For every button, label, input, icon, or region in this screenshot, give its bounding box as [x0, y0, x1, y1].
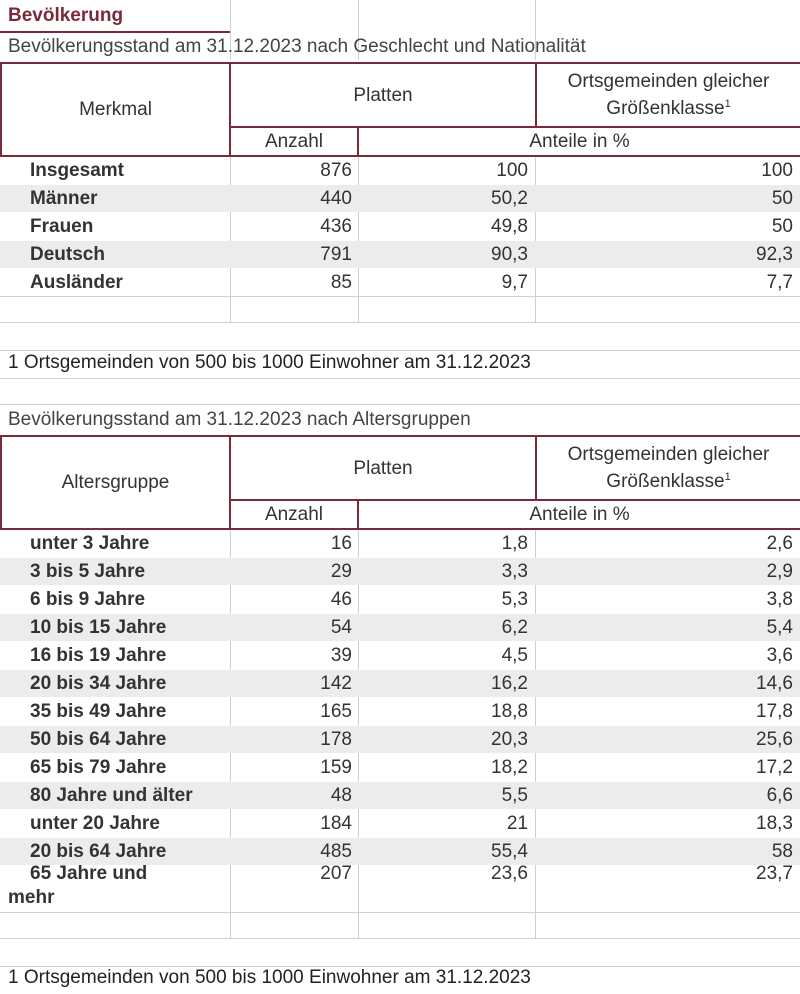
- row-anzahl: 178: [320, 728, 352, 750]
- row-gruppe: 18,3: [756, 812, 793, 834]
- row-anzahl: 440: [320, 187, 352, 209]
- table-row: [0, 782, 800, 809]
- table-row: [0, 726, 800, 753]
- row-gruppe: 3,6: [766, 644, 793, 666]
- table2-head-label: Altersgruppe: [61, 472, 170, 493]
- row-gruppe: 92,3: [756, 243, 793, 265]
- table2-caption: Bevölkerungsstand am 31.12.2023 nach Altersgruppen: [8, 409, 471, 430]
- row-gruppe: 100: [761, 159, 793, 181]
- row-gruppe: 50: [771, 215, 793, 237]
- row-label: 80 Jahre und älter: [30, 784, 193, 806]
- table1-head-group-line2: Größenklasse$^1$: [606, 98, 731, 119]
- row-label: Ausländer: [30, 271, 123, 293]
- row-label: 35 bis 49 Jahre: [30, 700, 167, 722]
- table1-head-label: Merkmal: [79, 99, 152, 120]
- row-label: unter 3 Jahre: [30, 532, 150, 554]
- page-title: Bevölkerung: [8, 5, 124, 26]
- row-anteil: 9,7: [501, 271, 528, 293]
- table-row: [0, 185, 800, 212]
- row-gruppe: 23,7: [756, 863, 793, 884]
- row-gruppe: 50: [771, 187, 793, 209]
- table1-head-anzahl: Anzahl: [264, 131, 324, 152]
- table2-head-group-line1: Ortsgemeinden gleicher: [567, 444, 770, 465]
- footnote-mark: 1: [724, 98, 731, 110]
- row-gruppe: 58: [771, 840, 793, 862]
- table-row: [0, 269, 800, 296]
- row-gruppe: 25,6: [756, 728, 793, 750]
- row-anteil: 5,5: [501, 784, 528, 806]
- table-row: [0, 213, 800, 240]
- row-anzahl: 159: [320, 756, 352, 778]
- row-anzahl: 207: [320, 863, 352, 884]
- table1-caption: Bevölkerungsstand am 31.12.2023 nach Geschlecht und Nationalität: [8, 36, 586, 57]
- row-anteil: 3,3: [501, 560, 528, 582]
- table2-head-platten: Platten: [353, 457, 413, 479]
- row-gruppe: 6,6: [766, 784, 793, 806]
- table-row: [0, 614, 800, 641]
- row-gruppe: 3,8: [766, 588, 793, 610]
- table2-footnote: 1 Ortsgemeinden von 500 bis 1000 Einwohner am 31.12.2023: [8, 967, 531, 988]
- table2-head-group-line2: Größenklasse$^1$: [606, 471, 731, 492]
- row-gruppe: 17,2: [756, 756, 793, 778]
- row-anteil: 23,6: [491, 863, 528, 884]
- row-gruppe: 17,8: [756, 700, 793, 722]
- table-row: [0, 642, 800, 669]
- row-label: Männer: [30, 187, 98, 209]
- row-anteil: 90,3: [491, 243, 528, 265]
- table-row: [0, 157, 800, 184]
- table1-footnote: 1 Ortsgemeinden von 500 bis 1000 Einwohner am 31.12.2023: [8, 352, 531, 373]
- row-anteil: 21: [506, 812, 528, 834]
- row-anzahl: 16: [330, 532, 352, 554]
- row-anzahl: 876: [320, 159, 352, 181]
- row-anteil: 4,5: [501, 644, 528, 666]
- row-label: 10 bis 15 Jahre: [30, 616, 167, 638]
- row-label: 65 bis 79 Jahre: [30, 756, 167, 778]
- row-gruppe: 2,9: [766, 560, 793, 582]
- row-label: unter 20 Jahre: [30, 812, 160, 834]
- row-gruppe: 7,7: [766, 271, 793, 293]
- row-anteil: 18,8: [491, 700, 528, 722]
- table-row: [0, 670, 800, 697]
- row-anzahl: 46: [330, 588, 352, 610]
- table2-head-anteile: Anteile in %: [529, 504, 630, 525]
- row-anteil: 5,3: [501, 588, 528, 610]
- row-label-line2: mehr: [8, 887, 55, 908]
- row-anzahl: 485: [320, 840, 352, 862]
- row-anteil: 100: [496, 159, 528, 181]
- row-anteil: 50,2: [491, 187, 528, 209]
- row-gruppe: 5,4: [766, 616, 793, 638]
- row-label: 50 bis 64 Jahre: [30, 728, 167, 750]
- row-anzahl: 39: [330, 644, 352, 666]
- row-label-line1: 65 Jahre und: [30, 863, 148, 884]
- table-row: [0, 558, 800, 585]
- table-row: [0, 862, 800, 912]
- table1-head-group: [537, 64, 800, 126]
- row-label: 6 bis 9 Jahre: [30, 588, 146, 610]
- row-anzahl: 791: [320, 243, 352, 265]
- row-label: 20 bis 34 Jahre: [30, 672, 167, 694]
- table2-head-anzahl: Anzahl: [264, 504, 324, 525]
- row-label: Insgesamt: [30, 159, 124, 181]
- row-label: 3 bis 5 Jahre: [30, 560, 146, 582]
- row-gruppe: 14,6: [756, 672, 793, 694]
- table-row: [0, 698, 800, 725]
- row-anteil: 55,4: [491, 840, 528, 862]
- row-anteil: 1,8: [501, 532, 528, 554]
- row-anteil: 20,3: [491, 728, 528, 750]
- row-anzahl: 85: [330, 271, 352, 293]
- table-row: [0, 586, 800, 613]
- row-anzahl: 54: [330, 616, 352, 638]
- row-anzahl: 184: [320, 812, 352, 834]
- table-row: [0, 530, 800, 557]
- row-anzahl: 48: [330, 784, 352, 806]
- row-anzahl: 436: [320, 215, 352, 237]
- row-anzahl: 142: [320, 672, 352, 694]
- row-anteil: 49,8: [491, 215, 528, 237]
- row-gruppe: 2,6: [766, 532, 793, 554]
- table-row: [0, 754, 800, 781]
- table-row: [0, 241, 800, 268]
- table-row: [0, 810, 800, 837]
- row-anzahl: 165: [320, 700, 352, 722]
- row-label: Deutsch: [30, 243, 105, 265]
- row-anteil: 18,2: [491, 756, 528, 778]
- row-label: 16 bis 19 Jahre: [30, 644, 167, 666]
- row-anteil: 6,2: [501, 616, 528, 638]
- table1-head-platten: Platten: [353, 84, 413, 106]
- table-row: [0, 838, 800, 865]
- row-anzahl: 29: [330, 560, 352, 582]
- table1-head-group-line1: Ortsgemeinden gleicher: [567, 71, 770, 92]
- row-label: 20 bis 64 Jahre: [30, 840, 167, 862]
- row-label: Frauen: [30, 215, 94, 237]
- row-anteil: 16,2: [491, 672, 528, 694]
- table2-head-group: [537, 437, 800, 499]
- table1-head-anteile: Anteile in %: [529, 131, 630, 152]
- footnote-mark: 1: [724, 471, 731, 483]
